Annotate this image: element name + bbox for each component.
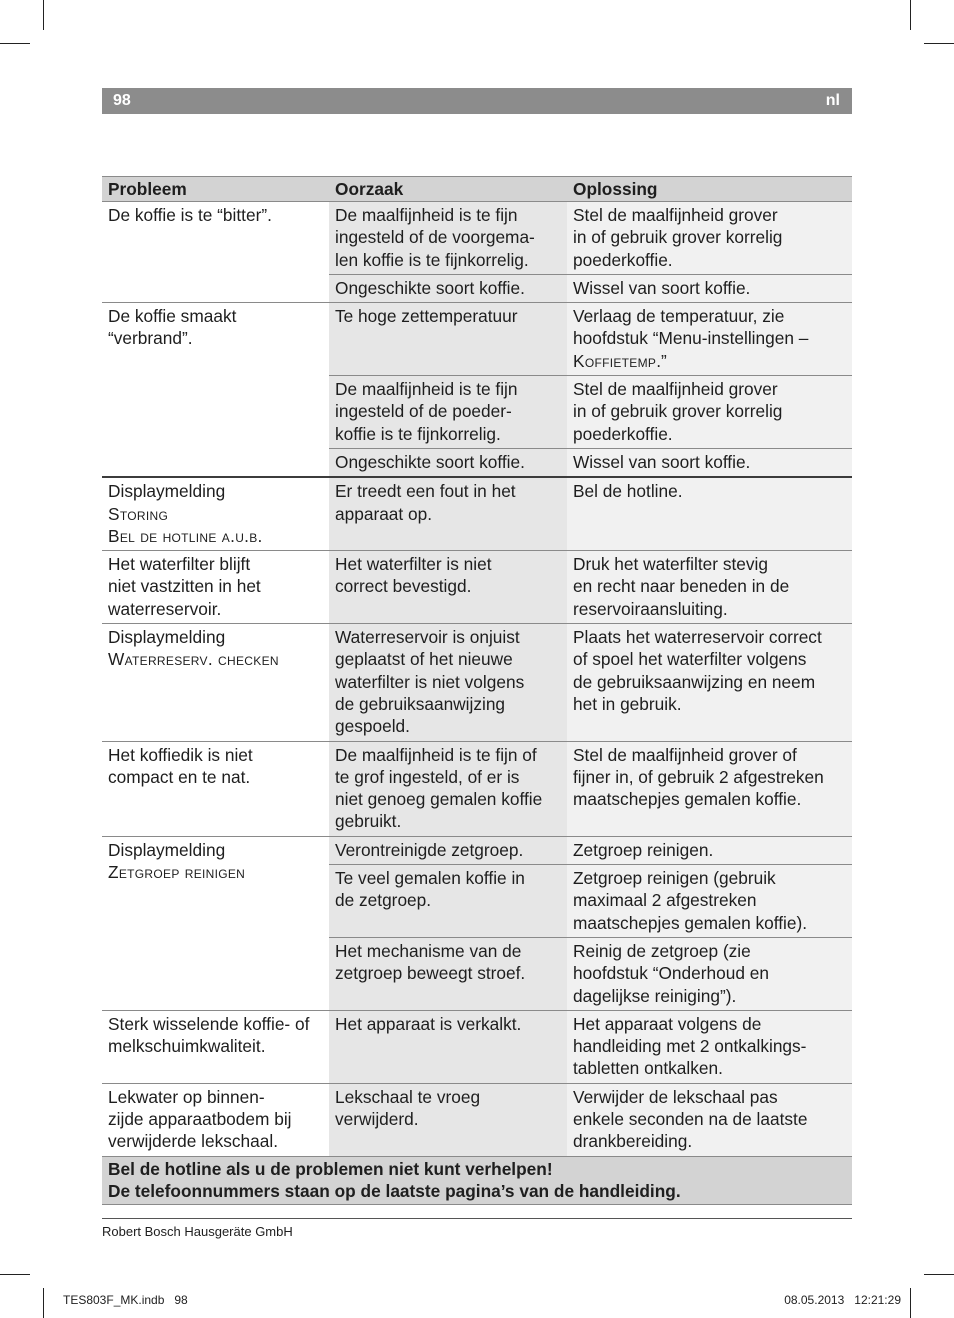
problem-line: De koffie smaakt [108, 306, 237, 327]
cause-line: Lekschaal te vroeg [335, 1086, 481, 1107]
problem-line: melkschuimkwaliteit. [108, 1036, 266, 1057]
solution-line: in of gebruik grover korrelig [573, 401, 783, 422]
solution-line: reservoiraansluiting. [573, 598, 728, 619]
solution-cell [567, 937, 852, 1010]
problem-line: “verbrand”. [108, 328, 193, 349]
cause-line: koffie is te fijnkorrelig. [335, 423, 501, 444]
solution-line: Druk het waterfilter stevig [573, 554, 768, 575]
solution-line: hoofdstuk “Onderhoud en [573, 963, 769, 984]
cause-cell [329, 551, 567, 624]
page-number: 98 [113, 92, 131, 109]
solution-line: Zetgroep reinigen (gebruik [573, 868, 776, 889]
solution-cell [567, 551, 852, 624]
solution-cell [567, 376, 852, 449]
company-name: Robert Bosch Hausgeräte GmbH [102, 1224, 293, 1239]
problem-cell [102, 477, 329, 550]
problem-line: zijde apparaatbodem bij [108, 1108, 292, 1129]
cause-line: Het mechanisme van de [335, 940, 522, 961]
solution-line: in of gebruik grover korrelig [573, 227, 783, 248]
cause-cell [329, 477, 567, 550]
problem-line: waterreservoir. [108, 598, 222, 619]
solution-line: enkele seconden na de laatste [573, 1108, 808, 1129]
problem-cell [102, 624, 329, 741]
cause-cell [329, 376, 567, 449]
column-header-problem: Probleem [102, 177, 329, 202]
solution-line: Wissel van soort koffie. [573, 451, 751, 472]
cause-cell [329, 836, 567, 864]
problem-line: niet vastzitten in het [108, 576, 261, 597]
hotline-note-row [102, 1156, 852, 1205]
crop-mark [0, 43, 30, 44]
cause-line: len koffie is te fijnkorrelig. [335, 249, 529, 270]
table-row [102, 624, 852, 741]
cause-line: Ongeschikte soort koffie. [335, 451, 525, 472]
solution-line: Stel de maalfijnheid grover [573, 205, 778, 225]
problem-line: De koffie is te “bitter”. [108, 205, 272, 225]
print-timestamp [784, 1293, 901, 1307]
problem-line: Displaymelding [108, 839, 226, 860]
solution-cell [567, 1083, 852, 1156]
solution-line: handleiding met 2 ontkalkings- [573, 1036, 807, 1057]
crop-mark [910, 0, 911, 30]
cause-line: de zetgroep. [335, 890, 432, 911]
problem-cell [102, 741, 329, 836]
table-row [102, 551, 852, 624]
display-message: Bel de hotline a.u.b. [108, 525, 263, 546]
solution-line: Verlaag de temperatuur, zie [573, 306, 785, 327]
problem-line: Het waterfilter blijft [108, 554, 251, 575]
solution-cell [567, 202, 852, 275]
cause-line: waterfilter is niet volgens [335, 671, 525, 692]
cause-line: Ongeschikte soort koffie. [335, 277, 525, 298]
solution-line: het in gebruik. [573, 693, 682, 714]
cause-line: verwijderd. [335, 1108, 419, 1129]
solution-line: Plaats het waterreservoir correct [573, 627, 822, 648]
table-row [102, 1083, 852, 1156]
cause-cell [329, 624, 567, 741]
hotline-note [102, 1156, 852, 1205]
table-row [102, 477, 852, 550]
solution-line: de gebruiksaanwijzing en neem [573, 671, 816, 692]
page-header-bar [102, 88, 852, 114]
problem-line: Displaymelding [108, 481, 226, 502]
table-row [102, 202, 852, 275]
cause-line: Te hoge zettemperatuur [335, 306, 518, 327]
solution-line: hoofdstuk “Menu-instellingen – [573, 328, 809, 349]
problem-cell [102, 551, 329, 624]
cause-line: De maalfijnheid is te fijn of [335, 744, 537, 765]
cause-line: Het waterfilter is niet [335, 554, 492, 575]
cause-line: De maalfijnheid is te fijn [335, 205, 518, 225]
problem-cell [102, 1010, 329, 1083]
cause-cell [329, 937, 567, 1010]
crop-mark [924, 43, 954, 44]
problem-line: verwijderde lekschaal. [108, 1131, 279, 1152]
cause-cell [329, 303, 567, 376]
solution-cell [567, 865, 852, 938]
cause-cell [329, 1083, 567, 1156]
cause-cell [329, 741, 567, 836]
solution-line: fijner in, of gebruik 2 afgestreken [573, 766, 824, 787]
cause-line: geplaatst of het nieuwe [335, 649, 513, 670]
cause-line: Te veel gemalen koffie in [335, 868, 525, 889]
problem-line: compact en te nat. [108, 766, 251, 787]
crop-mark [43, 0, 44, 30]
cause-line: Het apparaat is verkalkt. [335, 1013, 522, 1034]
troubleshooting-table [102, 176, 852, 1205]
display-message: Zetgroep reinigen [108, 862, 246, 883]
cause-line: gebruikt. [335, 811, 402, 832]
solution-line: maatschepjes gemalen koffie. [573, 789, 802, 810]
problem-line: Het koffiedik is niet [108, 744, 253, 765]
problem-line: Lekwater op binnen- [108, 1086, 265, 1107]
cause-line: ingesteld of de voorgema- [335, 227, 535, 248]
solution-cell [567, 274, 852, 302]
crop-mark [910, 1288, 911, 1318]
solution-line: Wissel van soort koffie. [573, 277, 751, 298]
cause-line: niet genoeg gemalen koffie [335, 789, 543, 810]
menu-item-reference: Koffietemp [573, 350, 657, 371]
solution-line: of spoel het waterfilter volgens [573, 649, 807, 670]
footer-rule [102, 1218, 852, 1219]
cause-line: zetgroep beweegt stroef. [335, 963, 526, 984]
print-date: 08.05.2013 [784, 1293, 845, 1307]
table-row [102, 1010, 852, 1083]
solution-line: maximaal 2 afgestreken [573, 890, 757, 911]
solution-line: Stel de maalfijnheid grover of [573, 744, 797, 765]
problem-cell [102, 303, 329, 478]
cause-cell [329, 865, 567, 938]
solution-line: poederkoffie. [573, 423, 673, 444]
solution-cell [567, 303, 852, 376]
solution-cell [567, 477, 852, 550]
problem-cell [102, 836, 329, 1010]
solution-cell [567, 741, 852, 836]
solution-cell [567, 836, 852, 864]
problem-cell [102, 202, 329, 303]
cause-line: apparaat op. [335, 503, 433, 524]
print-file-info: TES803F_MK.indb 98 [63, 1293, 188, 1307]
problem-line: Displaymelding [108, 627, 226, 648]
cause-cell [329, 1010, 567, 1083]
column-header-cause: Oorzaak [329, 177, 567, 202]
problem-line: Sterk wisselende koffie- of [108, 1013, 310, 1034]
cause-line: de gebruiksaanwijzing [335, 693, 506, 714]
crop-mark [43, 1288, 44, 1318]
cause-line: Waterreservoir is onjuist [335, 627, 520, 648]
solution-line: Zetgroep reinigen. [573, 839, 714, 860]
solution-line [573, 350, 846, 372]
display-message: Waterreserv. checken [108, 649, 279, 670]
solution-cell [567, 624, 852, 741]
crop-mark [924, 1274, 954, 1275]
cause-cell [329, 448, 567, 477]
crop-mark [0, 1274, 30, 1275]
solution-line: poederkoffie. [573, 249, 673, 270]
cause-line: correct bevestigd. [335, 576, 472, 597]
solution-line: drankbereiding. [573, 1131, 693, 1152]
table-row [102, 741, 852, 836]
cause-line: gespoeld. [335, 716, 410, 737]
solution-cell [567, 448, 852, 477]
solution-line: maatschepjes gemalen koffie). [573, 912, 808, 933]
solution-line: dagelijkse reiniging”). [573, 985, 737, 1006]
solution-line: Reinig de zetgroep (zie [573, 940, 751, 961]
solution-line: tabletten ontkalken. [573, 1058, 723, 1079]
table-row [102, 303, 852, 376]
table-row [102, 836, 852, 864]
cause-line: ingesteld of de poeder- [335, 401, 512, 422]
cause-cell [329, 274, 567, 302]
hotline-note-line: Bel de hotline als u de problemen niet kunt verhelpen! [108, 1158, 553, 1179]
cause-line: Verontreinigde zetgroep. [335, 839, 524, 860]
solution-line: Stel de maalfijnheid grover [573, 379, 778, 400]
language-code: nl [825, 92, 840, 109]
solution-tail: .” [656, 350, 667, 371]
solution-cell [567, 1010, 852, 1083]
solution-line: Verwijder de lekschaal pas [573, 1086, 778, 1107]
hotline-note-line: De telefoonnummers staan op de laatste pagina’s van de handleiding. [108, 1180, 681, 1201]
print-time: 12:21:29 [854, 1293, 901, 1307]
display-message: Storing [108, 503, 169, 524]
cause-line: Er treedt een fout in het [335, 481, 516, 502]
table-header-row [102, 177, 852, 202]
cause-cell [329, 202, 567, 275]
solution-line: Bel de hotline. [573, 481, 683, 502]
column-header-solution: Oplossing [567, 177, 852, 202]
problem-cell [102, 1083, 329, 1156]
solution-line: en recht naar beneden in de [573, 576, 790, 597]
cause-line: De maalfijnheid is te fijn [335, 379, 518, 400]
cause-line: te grof ingesteld, of er is [335, 766, 520, 787]
solution-line: Het apparaat volgens de [573, 1013, 762, 1034]
